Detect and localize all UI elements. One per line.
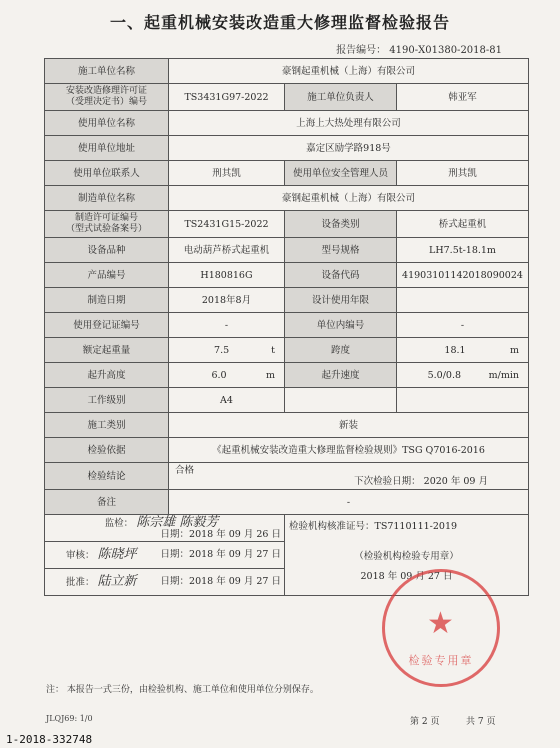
user-unit-label: 使用单位名称 (45, 111, 169, 136)
rated-load-label: 额定起重量 (45, 338, 169, 363)
remark-label: 备注 (45, 490, 169, 515)
form-id: JLQJ69: 1/0 (46, 714, 93, 723)
empty-cell-b (397, 388, 529, 413)
maker-value: 豪钢起重机械（上海）有限公司 (169, 186, 529, 211)
work-class-value: A4 (169, 388, 285, 413)
permit-label: 安装改造修理许可证 （受理决定书）编号 (45, 84, 169, 111)
internal-number-label: 单位内编号 (285, 313, 397, 338)
conclusion-label: 检验结论 (45, 463, 169, 490)
maker-label: 制造单位名称 (45, 186, 169, 211)
conclusion-value: 合格 (175, 465, 195, 476)
equip-type-value: 电动葫芦桥式起重机 (169, 238, 285, 263)
user-address-value: 嘉定区励学路918号 (169, 136, 529, 161)
lift-speed-value: 5.0/0.8 m/min (397, 363, 529, 388)
page-number: 第 2 页 (410, 717, 440, 727)
approve-date: 日期：2018 年 09 月 27 日 (160, 576, 281, 587)
report-number: 报告编号： 4190-X01380-2018-81 (336, 45, 502, 56)
mfg-date-value: 2018年8月 (169, 288, 285, 313)
equip-category-value: 桥式起重机 (397, 211, 529, 238)
org-seal-caption: （检验机构检验专用章） (354, 551, 459, 562)
seal-star-icon: ★ (427, 606, 454, 641)
product-number-value: H180816G (169, 263, 285, 288)
rated-load-value: 7.5 t (169, 338, 285, 363)
registration-number-value: - (169, 313, 285, 338)
inspect-signature: 陈宗雄 陈毅芳 (136, 514, 219, 530)
equip-code-value: 41903101142018090024 (397, 263, 529, 288)
lift-speed-unit: m/min (488, 369, 519, 381)
construct-unit-label: 施工单位名称 (45, 59, 169, 84)
permit-number: TS3431G97-2022 (169, 84, 285, 111)
user-contact-label: 使用单位联系人 (45, 161, 169, 186)
lift-height-label: 起升高度 (45, 363, 169, 388)
user-unit-value: 上海上大热处理有限公司 (169, 111, 529, 136)
approve-signature-row: 批准： 陆立新 日期：2018 年 09 月 27 日 (45, 569, 285, 596)
next-check-date: 下次检验日期： 2020 年 09 月 (354, 476, 488, 487)
conclusion-cell (169, 463, 529, 490)
safety-manager-value: 刑其凯 (397, 161, 529, 186)
equip-type-label: 设备品种 (45, 238, 169, 263)
work-class-label: 工作级别 (45, 388, 169, 413)
equip-category-label: 设备类别 (285, 211, 397, 238)
review-signature-row: 审核： 陈晓坪 日期：2018 年 09 月 27 日 (45, 542, 285, 569)
page-total: 共 7 页 (466, 717, 496, 727)
lift-speed-label: 起升速度 (285, 363, 397, 388)
design-life-value (397, 288, 529, 313)
barcode-text: 1-2018-332748 (6, 733, 93, 746)
span-label: 跨度 (285, 338, 397, 363)
mfg-permit-label: 制造许可证编号 （型式试验备案号） (45, 211, 169, 238)
basis-value: 《起重机械安装改造重大修理监督检验规则》TSG Q7016-2016 (169, 438, 529, 463)
safety-manager-label: 使用单位安全管理人员 (285, 161, 397, 186)
inspection-form-table (44, 58, 529, 596)
lift-height-value: 6.0 m (169, 363, 285, 388)
model-label: 型号规格 (285, 238, 397, 263)
lift-height-unit: m (265, 369, 275, 381)
product-number-label: 产品编号 (45, 263, 169, 288)
model-value: LH7.5t-18.1m (397, 238, 529, 263)
rated-load-unit: t (271, 344, 275, 356)
span-value: 18.1 m (397, 338, 529, 363)
org-approval-no: 检验机构核准证号：TS7110111-2019 (289, 521, 458, 532)
inspect-signature-row: 监检： 陈宗雄 陈毅芳 日期：2018 年 09 月 26 日 (45, 515, 285, 542)
user-address-label: 使用单位地址 (45, 136, 169, 161)
construct-head-label: 施工单位负责人 (285, 84, 397, 111)
review-signature: 陈晓坪 (97, 547, 137, 562)
span-unit: m (509, 344, 519, 356)
construct-unit-value: 豪钢起重机械（上海）有限公司 (169, 59, 529, 84)
remark-value: - (169, 490, 529, 515)
footnote: 注： 本报告一式三份，由检验机构、施工单位和使用单位分别保存。 (46, 685, 319, 695)
registration-number-label: 使用登记证编号 (45, 313, 169, 338)
report-title: 一、起重机械安装改造重大修理监督检验报告 (109, 13, 450, 32)
design-life-label: 设计使用年限 (285, 288, 397, 313)
approve-signature: 陆立新 (97, 574, 137, 589)
mfg-date-label: 制造日期 (45, 288, 169, 313)
user-contact-value: 刑其凯 (169, 161, 285, 186)
inspection-seal-stamp (382, 569, 500, 687)
review-date: 日期：2018 年 09 月 27 日 (160, 549, 281, 560)
empty-cell-a (285, 388, 397, 413)
construct-head-value: 韩亚军 (397, 84, 529, 111)
mfg-permit-number: TS2431G15-2022 (169, 211, 285, 238)
construct-type-label: 施工类别 (45, 413, 169, 438)
inspect-date: 日期：2018 年 09 月 26 日 (160, 528, 281, 540)
internal-number-value: - (397, 313, 529, 338)
basis-label: 检验依据 (45, 438, 169, 463)
seal-text: 检验专用章 (408, 654, 474, 667)
equip-code-label: 设备代码 (285, 263, 397, 288)
org-date: 2018 年 09 月 27 日 (360, 571, 453, 582)
construct-type-value: 新装 (169, 413, 529, 438)
